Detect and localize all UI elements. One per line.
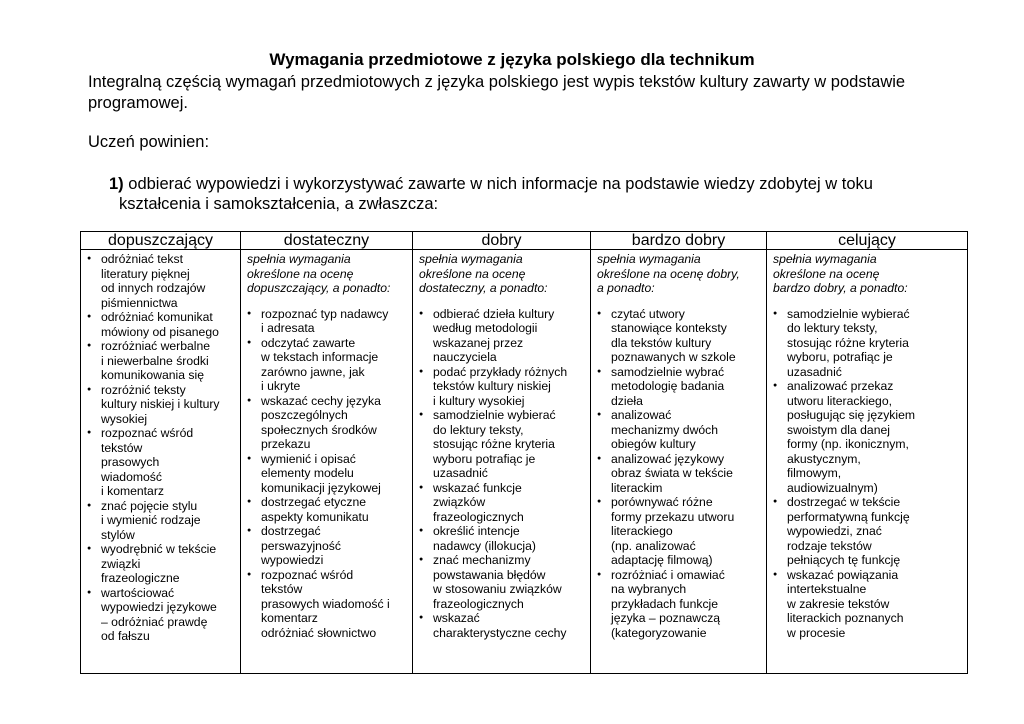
list-item: ● odróżniać tekst literatury pięknej od innych rodzajów piśmiennictwa	[87, 252, 236, 310]
requirement-list	[419, 307, 586, 641]
requirement-list	[87, 252, 236, 644]
list-item: ● odczytać zawarte w tekstach informacje zarówno jawne, jak i ukryte	[247, 336, 408, 394]
list-item: ● samodzielnie wybierać do lektury teksty, stosując różne kryteria wyboru potrafiąc je uzasadnić	[419, 408, 586, 481]
list-item: ● rozpoznać typ nadawcy i adresata	[247, 307, 408, 336]
list-item: ● samodzielnie wybrać metodologię badania dzieła	[597, 365, 762, 409]
list-item: ● rozróżniać werbalne i niewerbalne środki komunikowania się	[87, 339, 236, 383]
header-dopuszczajacy: dopuszczający	[81, 232, 241, 250]
list-item: ● analizować mechanizmy dwóch obiegów kultury	[597, 408, 762, 452]
list-item: ● rozpoznać wśród tekstów prasowych wiadomość i komentarz	[87, 426, 236, 499]
column-dopuszczajacy	[81, 250, 241, 674]
content-row	[81, 250, 968, 674]
requirement-note: spełnia wymagania określone na ocenę dostateczny, a ponadto:	[419, 252, 548, 295]
uczen-heading: Uczeń powinien:	[88, 133, 210, 151]
column-celujacy	[767, 250, 968, 674]
header-celujacy: celujący	[767, 232, 968, 250]
requirement-note: spełnia wymagania określone na ocenę dopuszczający, a ponadto:	[247, 252, 391, 295]
list-item: ● czytać utwory stanowiące konteksty dla tekstów kultury poznawanych w szkole	[597, 307, 762, 365]
list-item: ● wskazać cechy języka poszczególnych społecznych środków przekazu	[247, 394, 408, 452]
point-number: 1)	[109, 175, 124, 193]
column-dobry	[413, 250, 591, 674]
requirement-list	[597, 307, 762, 641]
list-item: ● wyodrębnić w tekście związki frazeologiczne	[87, 542, 236, 586]
list-item: ● dostrzegać perswazyjność wypowiedzi	[247, 524, 408, 568]
point-line-1: odbierać wypowiedzi i wykorzystywać zawarte w nich informacje na podstawie wiedzy zdobytej w toku	[128, 175, 873, 193]
grades-table	[80, 231, 968, 674]
list-item: ● wskazać funkcje związków frazeologicznych	[419, 481, 586, 525]
header-bardzo-dobry: bardzo dobry	[591, 232, 767, 250]
list-item: ● dostrzegać etyczne aspekty komunikatu	[247, 495, 408, 524]
requirement-list	[247, 307, 408, 641]
list-item: ● wymienić i opisać elementy modelu komunikacji językowej	[247, 452, 408, 496]
list-item: ● porównywać różne formy przekazu utworu literackiego (np. analizować adaptację filmową)	[597, 495, 762, 568]
column-dostateczny	[241, 250, 413, 674]
column-bardzo-dobry	[591, 250, 767, 674]
list-item: ● znać pojęcie stylu i wymienić rodzaje stylów	[87, 499, 236, 543]
requirement-list	[773, 307, 963, 641]
list-item: ● odróżniać komunikat mówiony od pisanego	[87, 310, 236, 339]
point-line-2: kształcenia i samokształcenia, a zwłaszcza:	[119, 195, 439, 213]
list-item: ● dostrzegać w tekście performatywną funkcję wypowiedzi, znać rodzaje tekstów pełniących tę funkcję	[773, 495, 963, 568]
list-item: ● rozróżnić teksty kultury niskiej i kultury wysokiej	[87, 383, 236, 427]
list-item: ● wskazać charakterystyczne cechy	[419, 611, 586, 640]
list-item: ● odbierać dzieła kultury według metodologii wskazanej przez nauczyciela	[419, 307, 586, 365]
page-title: Wymagania przedmiotowe z języka polskiego dla technikum	[269, 50, 755, 69]
list-item: ● wartościować wypowiedzi językowe – odróżniać prawdę od fałszu	[87, 586, 236, 644]
requirement-note: spełnia wymagania określone na ocenę dobry, a ponadto:	[597, 252, 740, 295]
list-item: ● znać mechanizmy powstawania błędów w stosowaniu związków frazeologicznych	[419, 553, 586, 611]
list-item: ● podać przykłady różnych tekstów kultury niskiej i kultury wysokiej	[419, 365, 586, 409]
requirement-note: spełnia wymagania określone na ocenę bardzo dobry, a ponadto:	[773, 252, 908, 295]
requirement-point-1	[109, 174, 929, 214]
list-item: ● analizować przekaz utworu literackiego, posługując się językiem swoistym dla danej formy (np. ikonicznym, akustycznym, filmowym, audiowizualnym)	[773, 379, 963, 495]
list-item: ● rozróżniać i omawiać na wybranych przykładach funkcje języka – poznawczą (kategoryzowanie	[597, 568, 762, 641]
list-item: ● określić intencje nadawcy (illokucja)	[419, 524, 586, 553]
list-item: ● samodzielnie wybierać do lektury teksty, stosując różne kryteria wyboru, potrafiąc je uzasadnić	[773, 307, 963, 380]
list-item: ● analizować językowy obraz świata w tekście literackim	[597, 452, 762, 496]
header-dostateczny: dostateczny	[241, 232, 413, 250]
list-item: ● wskazać powiązania intertekstualne w zakresie tekstów literackich poznanych w procesie	[773, 568, 963, 641]
header-dobry: dobry	[413, 232, 591, 250]
intro-paragraph: Integralną częścią wymagań przedmiotowych z języka polskiego jest wypis tekstów kultury zawarty w podstawie programowej.	[88, 73, 906, 112]
header-row	[81, 232, 968, 250]
list-item: ● rozpoznać wśród tekstów prasowych wiadomość i komentarz odróżniać słownictwo	[247, 568, 408, 641]
